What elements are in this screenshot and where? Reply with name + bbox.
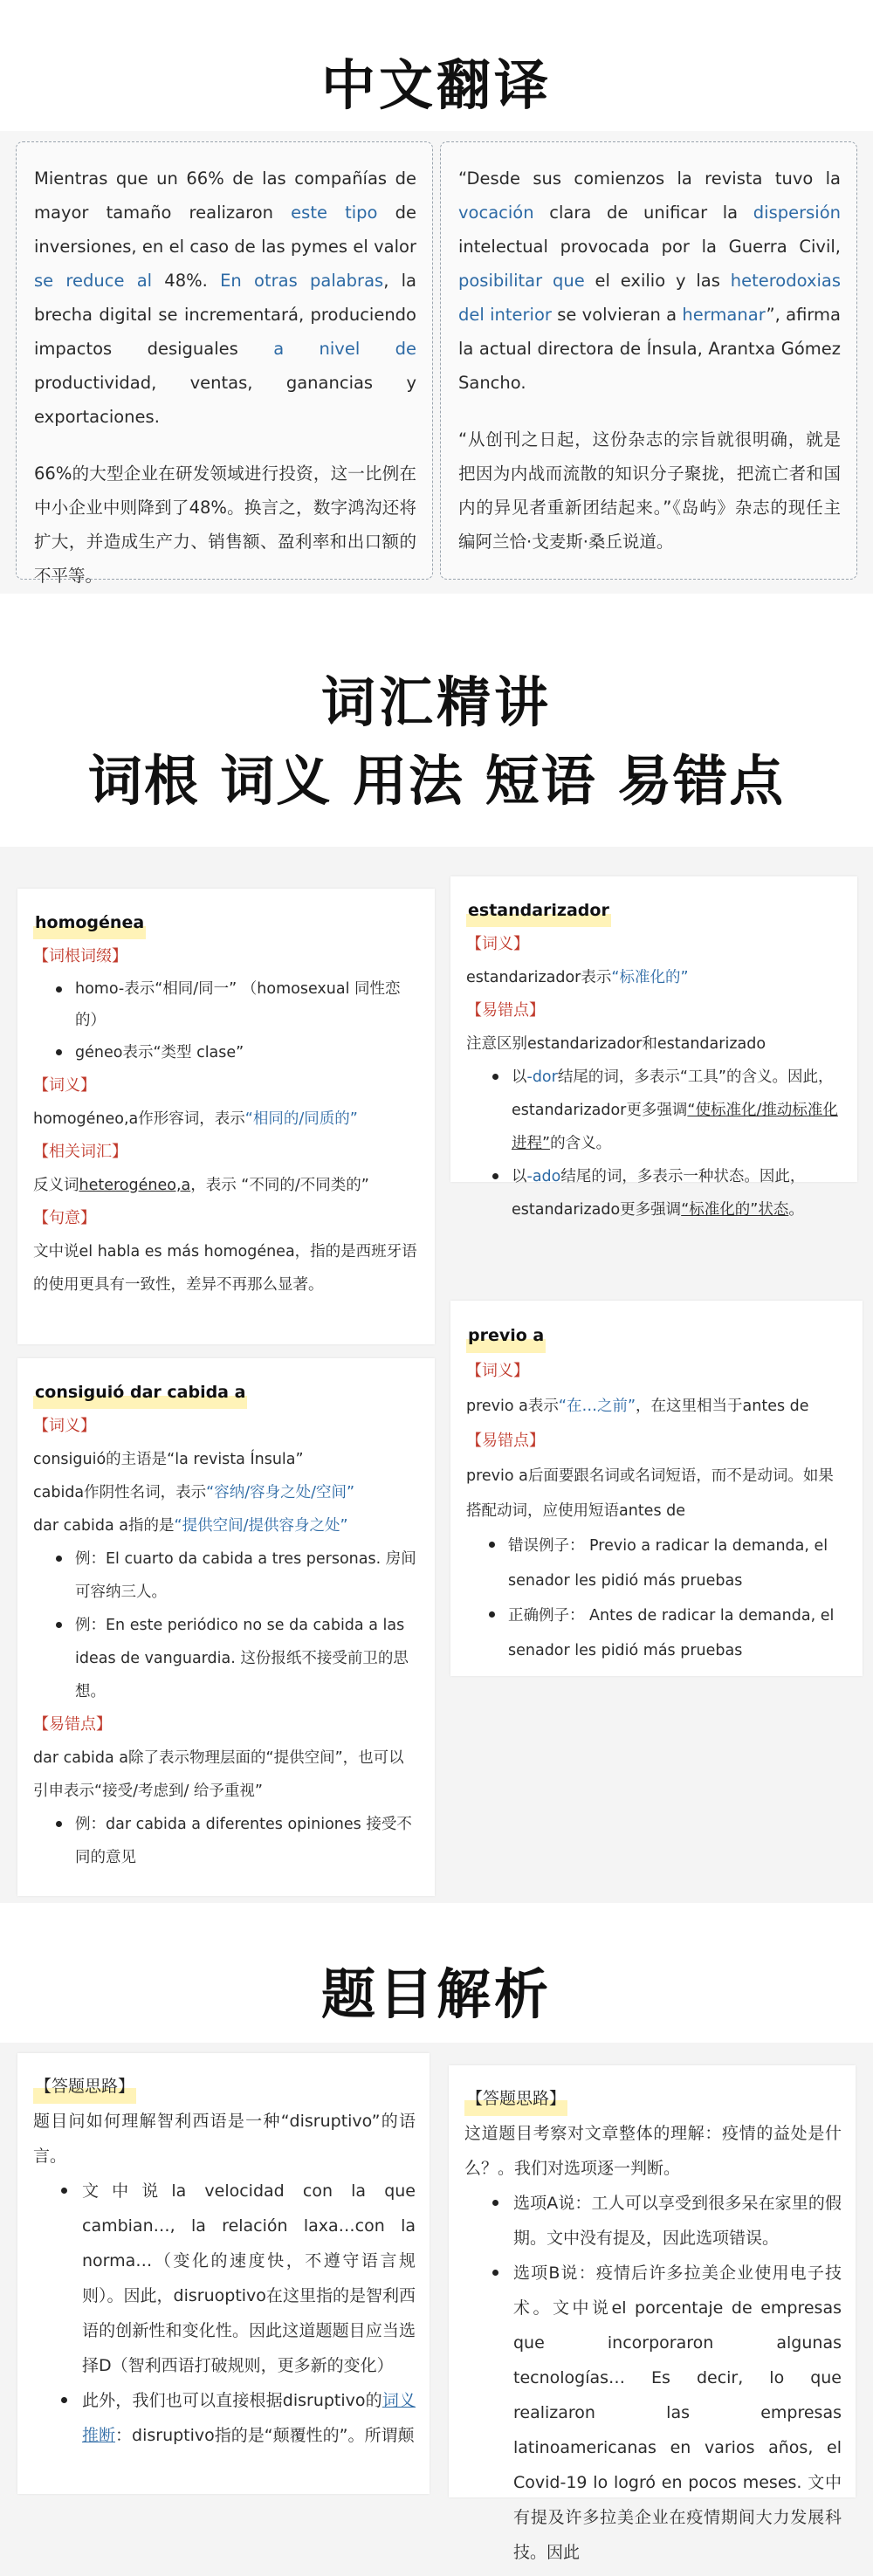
list-item: 选项B说：疫情后许多拉美企业使用电子技术。文中说el porcentaje de empresas que incorporaron algunas tecnologías… Es decir, lo que realizaron las empresas latinoamericanas en varios años, el Covid-19 lo logró en pocos meses. 文中有提及许多拉美企业在疫情期间大力发展科技。因此 [513,2256,842,2570]
spanish-paragraph: Mientras que un 66% de las compañías de mayor tamaño realizaron este tipo de inversiones, en el caso de las pymes el valor se reduce al 48%. En otras palabras, la brecha digital se incrementará, produciendo impactos desiguales a nivel de productividad, ventas, ganancias y exportaciones. [34,168,417,427]
meaning-line: homogéneo,a作形容词，表示“相同的/同质的” [33,1110,358,1128]
list-item: 例：En este periódico no se da cabida a las ideas de vanguardia. 这份报纸不接受前卫的思想。 [75,1609,419,1708]
vocab-card-previo-a [450,1301,863,1676]
section-title-vocab: 词汇精讲 [320,670,552,734]
related-line: 反义词heterogéneo,a，表示 “不同的/不同类的” [33,1177,369,1194]
highlight-phrase: a nivel de [273,339,417,359]
meaning-line: cabida作阴性名词，表示“容纳/容身之处/空间” [33,1484,355,1501]
translation-section [0,131,873,594]
sentence-line: 文中说el habla es más homogénea，指的是西班牙语的使用更具有一致性，差异不再那么显著。 [33,1243,417,1294]
meaning-line: previo a表示“在…之前”，在这里相当于antes de [466,1398,809,1415]
vocab-word: previo a [466,1318,546,1353]
section-label: 【答题思路】 [33,2069,136,2104]
vocab-word: consiguió dar cabida a [33,1376,247,1409]
analysis-card-right [449,2065,856,2562]
highlight-phrase: En otras palabras [220,271,384,291]
section-subtitle-vocab: 词根 词义 用法 短语 易错点 [87,749,786,813]
section-label: 【易错点】 [466,1001,545,1020]
error-intro: 注意区别estandarizador和estandarizado [466,1035,766,1053]
error-line: previo a后面要跟名词或名词短语，而不是动词。如果搭配动词，应使用短语antes de [466,1467,834,1520]
meaning-line: consiguió的主语是“la revista Ínsula” [33,1451,304,1468]
meaning-line: estandarizador表示“标准化的” [466,969,689,986]
highlight-phrase: este tipo [291,203,378,223]
meaning-line: dar cabida a指的是“提供空间/提供容身之处” [33,1517,348,1535]
error-line: dar cabida a除了表示物理层面的“提供空间”，也可以引申表示“接受/考虑到/ 给予重视” [33,1749,404,1800]
section-label: 【易错点】 [33,1715,112,1734]
highlight-phrase: dispersión [753,203,841,223]
list-item: 正确例子： Antes de radicar la demanda, el senador les pidió más pruebas [508,1598,847,1668]
section-label: 【词义】 [466,935,529,953]
list-item: 以-ado结尾的词，多表示一种状态。因此，estandarizado更多强调“标准化的”状态。 [512,1160,842,1226]
section-label: 【句意】 [33,1209,96,1227]
list-item: homo-表示“相同/同一” （homosexual 同性恋的） [75,973,419,1036]
section-label: 【词根词缀】 [33,947,127,965]
chinese-translation: “从创刊之日起，这份杂志的宗旨就很明确，就是把因为内战而流散的知识分子聚拢，把流亡者和国内的异见者重新团结起来。”《岛屿》杂志的现任主编阿兰恰·戈麦斯·桑丘说道。 [458,429,841,552]
highlight-phrase: posibilitar que [458,271,585,291]
analysis-intro: 这道题目考察对文章整体的理解：疫情的益处是什么？。我们对选项逐一判断。 [464,2124,842,2178]
chinese-translation: 66%的大型企业在研发领域进行投资，这一比例在中小企业中则降到了48%。换言之，数字鸿沟还将扩大，并造成生产力、销售额、盈利率和出口额的不平等。 [34,464,416,586]
list-item: 错误例子： Previo a radicar la demanda, el senador les pidió más pruebas [508,1528,847,1598]
section-label: 【词义】 [466,1362,529,1380]
section-title-translation: 中文翻译 [320,53,552,117]
analysis-card-left [17,2053,430,2494]
section-label: 【答题思路】 [464,2081,567,2116]
section-label: 【词义】 [33,1417,96,1435]
list-item: 文中说la velocidad con la que cambian…, la relación laxa…con la norma…（变化的速度快，不遵守语言规则）。因此，disruoptivo在这里指的是智利西语的创新性和变化性。因此这道题题目应当选择D（智利西语打破规则，更多新的变化） [82,2174,416,2383]
translation-box-left [16,141,433,586]
section-label: 【相关词汇】 [33,1143,127,1161]
vocab-card-estandarizador [450,876,857,1219]
vocab-card-dar-cabida [17,1358,435,1896]
translation-box-right [440,141,857,580]
list-item: 以-dor结尾的词，多表示“工具”的含义。因此，estandarizador更多强调“使标准化/推动标准化进程”的含义。 [512,1061,842,1160]
highlight-phrase: hermanar [682,305,766,325]
section-title-analysis: 题目解析 [320,1962,552,2026]
highlight-phrase: vocación [458,203,534,223]
spanish-paragraph: “Desde sus comienzos la revista tuvo la vocación clara de unificar la dispersión intelectual provocada por la Guerra Civil, posibilitar que el exilio y las heterodoxias del interior se volvieran a hermanar”, afirma la actual directora de Ínsula, Arantxa Gómez Sancho. [458,168,842,393]
vocab-word: estandarizador [466,894,611,927]
section-label: 【易错点】 [466,1432,545,1450]
analysis-intro: 题目问如何理解智利西语是一种“disruptivo”的语言。 [33,2112,416,2166]
highlight-phrase: heterodoxias del interior [458,271,842,325]
list-item: 例：El cuarto da cabida a tres personas. 房间可容纳三人。 [75,1542,419,1609]
section-label: 【词义】 [33,1076,96,1095]
list-item: géneo表示“类型 clase” [75,1036,419,1069]
vocab-word: homogénea [33,906,146,939]
list-item: 例：dar cabida a diferentes opiniones 接受不同的意见 [75,1808,419,1874]
vocab-card-homogenea [17,889,435,1344]
list-item: 选项A说：工人可以享受到很多呆在家里的假期。文中没有提及，因此选项错误。 [513,2186,842,2256]
highlight-phrase: se reduce al [34,271,153,291]
list-item: 此外，我们也可以直接根据disruptivo的词义推断：disruptivo指的是“颠覆性的”。所谓颠 [82,2383,416,2453]
